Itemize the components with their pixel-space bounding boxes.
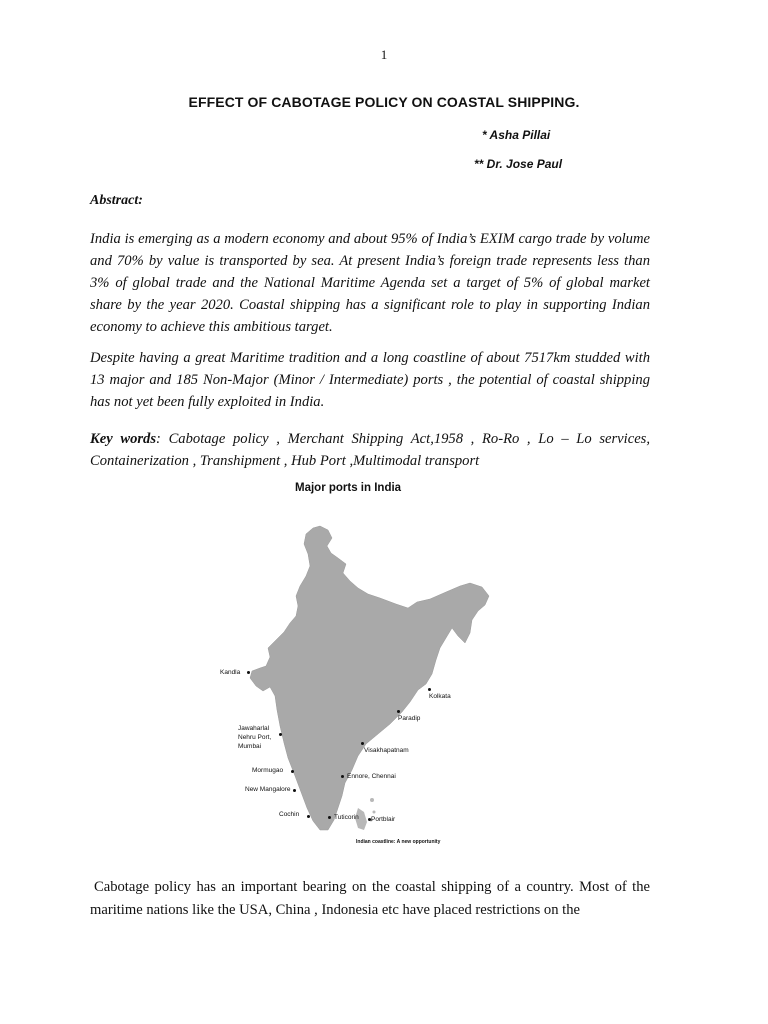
port-dot-paradip	[397, 710, 400, 713]
india-map-image	[200, 478, 500, 853]
author-1: * Asha Pillai	[482, 128, 551, 142]
major-ports-figure	[200, 478, 500, 853]
island-shape-1	[370, 798, 374, 802]
india-mainland-shape	[250, 526, 489, 830]
body-paragraph: Cabotage policy has an important bearing on the coastal shipping of a country. Most of the maritime nations like the USA, China , Indonesia etc have placed restrictions on the	[90, 879, 650, 918]
port-dot-new-mangalore	[293, 789, 296, 792]
abstract-paragraph-1: India is emerging as a modern economy and about 95% of India’s EXIM cargo trade by volume and 70% by value is transported by sea. At present India’s foreign trade represents less than 3% of global trade and the National Maritime Agenda set a target of 5% of global market share by the year 2020. Coastal shipping has a significant role to play in supporting Indian economy to achieve this ambitious target.	[90, 231, 650, 335]
port-dot-visakhapatnam	[361, 742, 364, 745]
port-label-mormugao: Mormugao	[252, 767, 284, 774]
port-dot-cochin	[307, 815, 310, 818]
port-dot-mormugao	[291, 770, 294, 773]
port-label-jnpt-line-1: Jawaharlal	[238, 725, 270, 732]
port-label-visakhapatnam: Visakhapatnam	[364, 747, 409, 754]
keywords-paragraph	[90, 428, 650, 472]
port-label-paradip: Paradip	[398, 715, 421, 722]
port-label-kolkata: Kolkata	[429, 693, 451, 700]
keywords-text: : Cabotage policy , Merchant Shipping Act,1958 , Ro-Ro , Lo – Lo services, Containerization , Transhipment , Hub Port ,Multimodal transport	[90, 431, 650, 469]
port-label-jnpt-line-2: Nehru Port,	[238, 734, 272, 741]
port-dot-jnpt	[279, 733, 282, 736]
port-label-kandla: Kandla	[220, 669, 241, 676]
island-shape-2	[373, 811, 376, 814]
port-dot-kandla	[247, 671, 250, 674]
port-label-cochin: Cochin	[279, 811, 300, 818]
keywords-label: Key words	[90, 431, 157, 447]
map-caption: Indian coastline: A new opportunity	[356, 839, 441, 845]
abstract-paragraph-2: Despite having a great Maritime tradition and a long coastline of about 7517km studded with 13 major and 185 Non-Major (Minor / Intermediate) ports , the potential of coastal shipping has not yet been fully exploited in India.	[90, 350, 650, 410]
author-2: ** Dr. Jose Paul	[474, 157, 563, 171]
port-label-new-mangalore: New Mangalore	[245, 786, 291, 793]
port-label-portblair: Portblair	[371, 816, 396, 823]
port-label-tuticorin: Tuticorin	[334, 814, 359, 821]
paper-title: EFFECT OF CABOTAGE POLICY ON COASTAL SHIPPING.	[188, 94, 580, 110]
port-dot-kolkata	[428, 688, 431, 691]
port-label-jnpt-line-3: Mumbai	[238, 743, 262, 750]
abstract-heading: Abstract:	[90, 193, 143, 208]
page-number: 1	[380, 47, 388, 62]
port-label-ennore: Ennore, Chennai	[347, 773, 396, 780]
port-dot-ennore	[341, 775, 344, 778]
map-title: Major ports in India	[295, 482, 402, 494]
port-dot-tuticorin	[328, 816, 331, 819]
